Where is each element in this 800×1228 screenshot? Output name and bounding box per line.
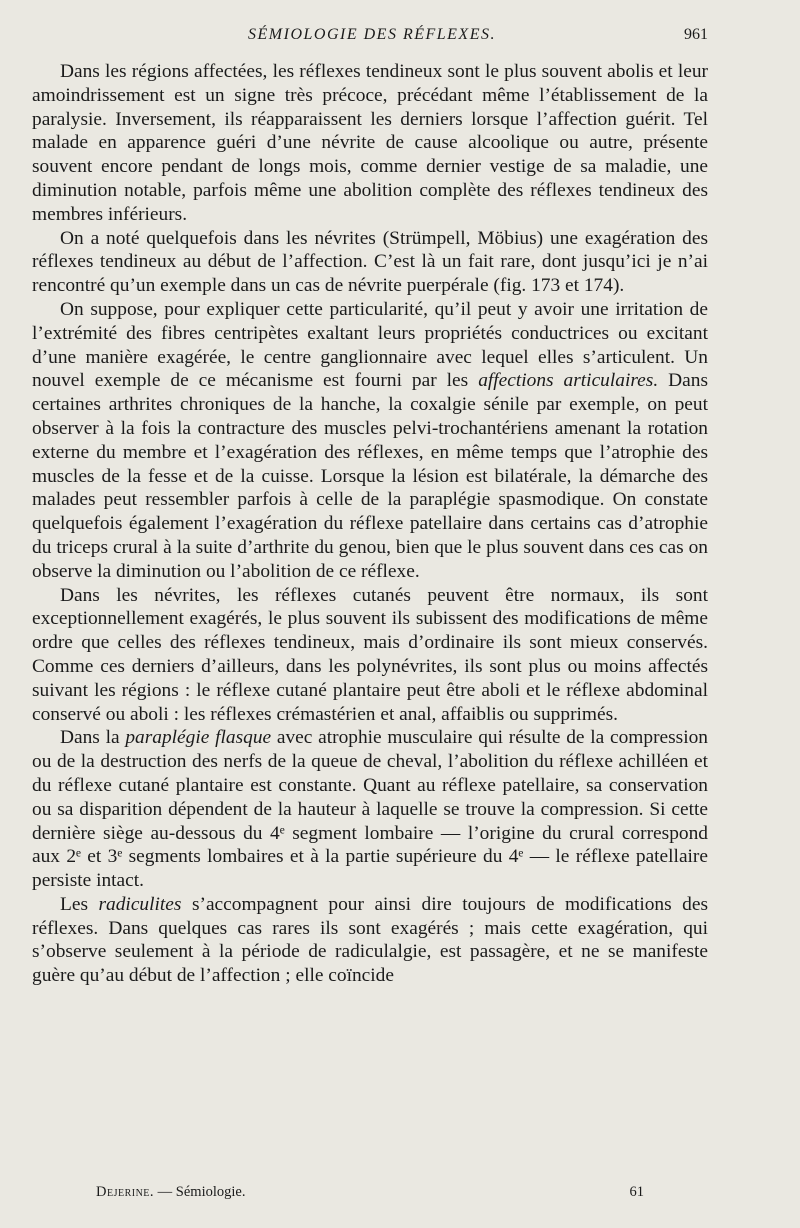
- page-footer: [96, 1184, 644, 1201]
- running-title: SÉMIOLOGIE DES RÉFLEXES.: [248, 26, 496, 43]
- paragraph-text: On a noté quelquefois dans les névrites (Strümpell, Möbius) une exagération des réflexes tendineux au début de l’affection. C’est là un fait rare, dont jusqu’ici je n’ai rencontré qu’un exemple dans un cas de névrite puerpérale (fig. 173 et 174).: [32, 227, 708, 297]
- paragraph-4: [32, 584, 708, 727]
- paragraph-intro: On suppose, pour expliquer cette particularité, qu’il peut y avoir une irritation de l’extrémité des fibres centripètes exaltant leurs propriétés conductrices ou excitant d’une manière exagérée, le centre ganglionnaire avec lequel elles s’articulent. Un nouvel exemple de ce mécanisme est fourni par les: [32, 298, 708, 392]
- paragraph-1: [32, 60, 708, 227]
- paragraph-text: s’accompagnent pour ainsi dire toujours de modifications des réflexes. Dans quelques cas rares ils sont exagérés ; mais cette exagération, qui s’observe seulement à la période de radiculalgie, est passagère, et ne se manifeste guère qu’au début de l’affection ; elle coïncide: [32, 893, 708, 987]
- paragraph-intro: Dans la: [60, 727, 126, 749]
- footer-title: Sémiologie.: [175, 1184, 246, 1200]
- italic-term: affections articulaires.: [478, 370, 659, 392]
- paragraph-text: Dans les régions affectées, les réflexes tendineux sont le plus souvent abolis et leur amoindrissement est un signe très précoce, précédant même l’établissement de la paralysie. Inversement, ils réapparaissent les derniers lorsque l’affection guérit. Tel malade en apparence guéri d’une névrite de cause alcoolique ou autre, présente souvent encore pendant de longs mois, comme dernier vestige de sa maladie, une diminution notable, parfois même une abolition complète des réflexes tendineux des membres inférieurs.: [32, 61, 708, 225]
- italic-term: paraplégie flasque: [125, 727, 272, 749]
- paragraph-intro: Les: [60, 893, 99, 915]
- paragraph-6: [32, 893, 708, 988]
- body-text: [32, 60, 708, 988]
- paragraph-5: [32, 726, 708, 893]
- paragraph-text: Dans certaines arthrites chroniques de la hanche, la coxalgie sénile par exemple, on peut observer à la fois la contracture des muscles pelvi-trochantériens amenant la rotation externe du membre et l’exagération des réflexes, en même temps que l’atrophie des muscles de la fesse et de la cuisse. Lorsque la lésion est bilatérale, la démarche des malades peut ressembler parfois à celle de la paraplégie spasmodique. On constate quelquefois également l’exagération du réflexe patellaire dans certains cas d’atrophie du triceps crural à la suite d’arthrite du genou, bien que le plus souvent dans ces cas on observe la diminution ou l’abolition de ce réflexe.: [32, 370, 708, 582]
- page-number: 961: [684, 26, 708, 43]
- footer-dash: —: [154, 1184, 176, 1200]
- paragraph-2: [32, 227, 708, 298]
- italic-term: radiculites: [98, 893, 182, 915]
- signature-mark: 61: [629, 1184, 644, 1200]
- paragraph-text: avec atrophie musculaire qui résulte de la compression ou de la destruction des nerfs de la queue de cheval, l’abolition du réflexe achilléen et du réflexe cutané plantaire est constante. Quant au réflexe patellaire, sa conservation ou sa disparition dépendent de la hauteur à laquelle se trouve la compression. Si cette dernière siège au-dessous du 4ᵉ segment lombaire — l’origine du crural correspond aux 2ᵉ et 3ᵉ segments lombaires et à la partie supérieure du 4ᵉ — le réflexe patellaire persiste intact.: [32, 727, 709, 892]
- paragraph-text: Dans les névrites, les réflexes cutanés peuvent être normaux, ils sont exceptionnellement exagérés, le plus souvent ils subissent des modifications de même ordre que celles des réflexes tendineux, mais d’ordinaire ils sont mieux conservés. Comme ces derniers d’ailleurs, dans les polynévrites, ils sont plus ou moins affectés suivant les régions : le réflexe cutané plantaire peut être aboli et le réflexe abdominal conservé ou aboli : les réflexes crémastérien et anal, affaiblis ou supprimés.: [32, 584, 708, 725]
- paragraph-3: [32, 298, 708, 584]
- footer-author: Dejerine.: [96, 1184, 155, 1200]
